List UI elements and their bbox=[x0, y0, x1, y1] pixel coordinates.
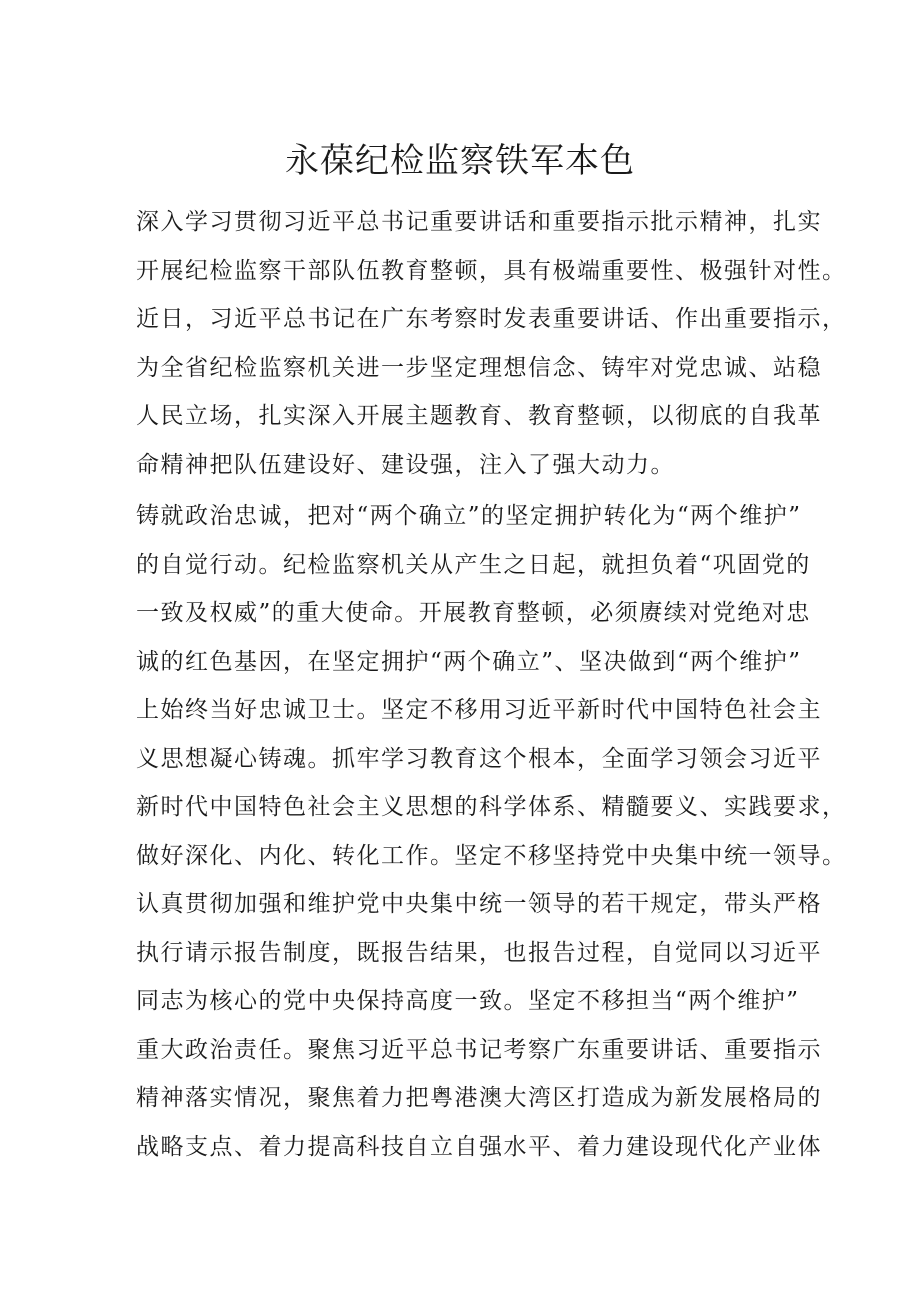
paragraph-line: 重大政治责任。聚焦习近平总书记考察广东重要讲话、重要指示 bbox=[136, 1036, 822, 1063]
paragraph-line: 精神落实情况，聚焦着力把粤港澳大湾区打造成为新发展格局的 bbox=[136, 1085, 822, 1111]
paragraph-line: 一致及权威”的重大使命。开展教育整顿，必须赓续对党绝对忠 bbox=[136, 600, 811, 626]
paragraph-line: 深入学习贯彻习近平总书记重要讲话和重要指示批示精神，扎实 bbox=[136, 209, 822, 235]
paragraph-line: 诚的红色基因，在坚定拥护“两个确立”、坚决做到“两个维护” bbox=[136, 648, 802, 675]
paragraph-line: 执行请示报告制度，既报告结果，也报告过程，自觉同以习近平 bbox=[136, 939, 822, 966]
paragraph-line: 做好深化、内化、转化工作。坚定不移坚持党中央集中统一领导。 bbox=[136, 842, 847, 869]
paragraph-1 bbox=[136, 198, 847, 489]
paragraph-line: 铸就政治忠诚，把对“两个确立”的坚定拥护转化为“两个维护” bbox=[136, 503, 802, 529]
paragraph-line: 上始终当好忠诚卫士。坚定不移用习近平新时代中国特色社会主 bbox=[136, 697, 822, 723]
paragraph-line: 为全省纪检监察机关进一步坚定理想信念、铸牢对党忠诚、站稳 bbox=[136, 354, 822, 381]
paragraph-line: 战略支点、着力提高科技自立自强水平、着力建设现代化产业体 bbox=[136, 1133, 822, 1160]
document-title: 永葆纪检监察铁军本色 bbox=[285, 141, 635, 181]
paragraph-line: 认真贯彻加强和维护党中央集中统一领导的若干规定，带头严格 bbox=[136, 891, 822, 917]
paragraph-line: 同志为核心的党中央保持高度一致。坚定不移担当“两个维护” bbox=[136, 988, 800, 1014]
paragraph-line: 近日，习近平总书记在广东考察时发表重要讲话、作出重要指示， bbox=[136, 306, 847, 332]
paragraph-line: 人民立场，扎实深入开展主题教育、教育整顿，以彻底的自我革 bbox=[136, 403, 822, 429]
paragraph-2 bbox=[136, 492, 847, 1171]
paragraph-line: 命精神把队伍建设好、建设强，注入了强大动力。 bbox=[136, 451, 675, 478]
paragraph-line: 开展纪检监察干部队伍教育整顿，具有极端重要性、极强针对性。 bbox=[136, 257, 847, 284]
paragraph-line: 新时代中国特色社会主义思想的科学体系、精髓要义、实践要求， bbox=[136, 794, 847, 820]
paragraph-line: 的自觉行动。纪检监察机关从产生之日起，就担负着“巩固党的 bbox=[136, 551, 811, 578]
paragraph-line: 义思想凝心铸魂。抓牢学习教育这个根本，全面学习领会习近平 bbox=[136, 745, 822, 772]
